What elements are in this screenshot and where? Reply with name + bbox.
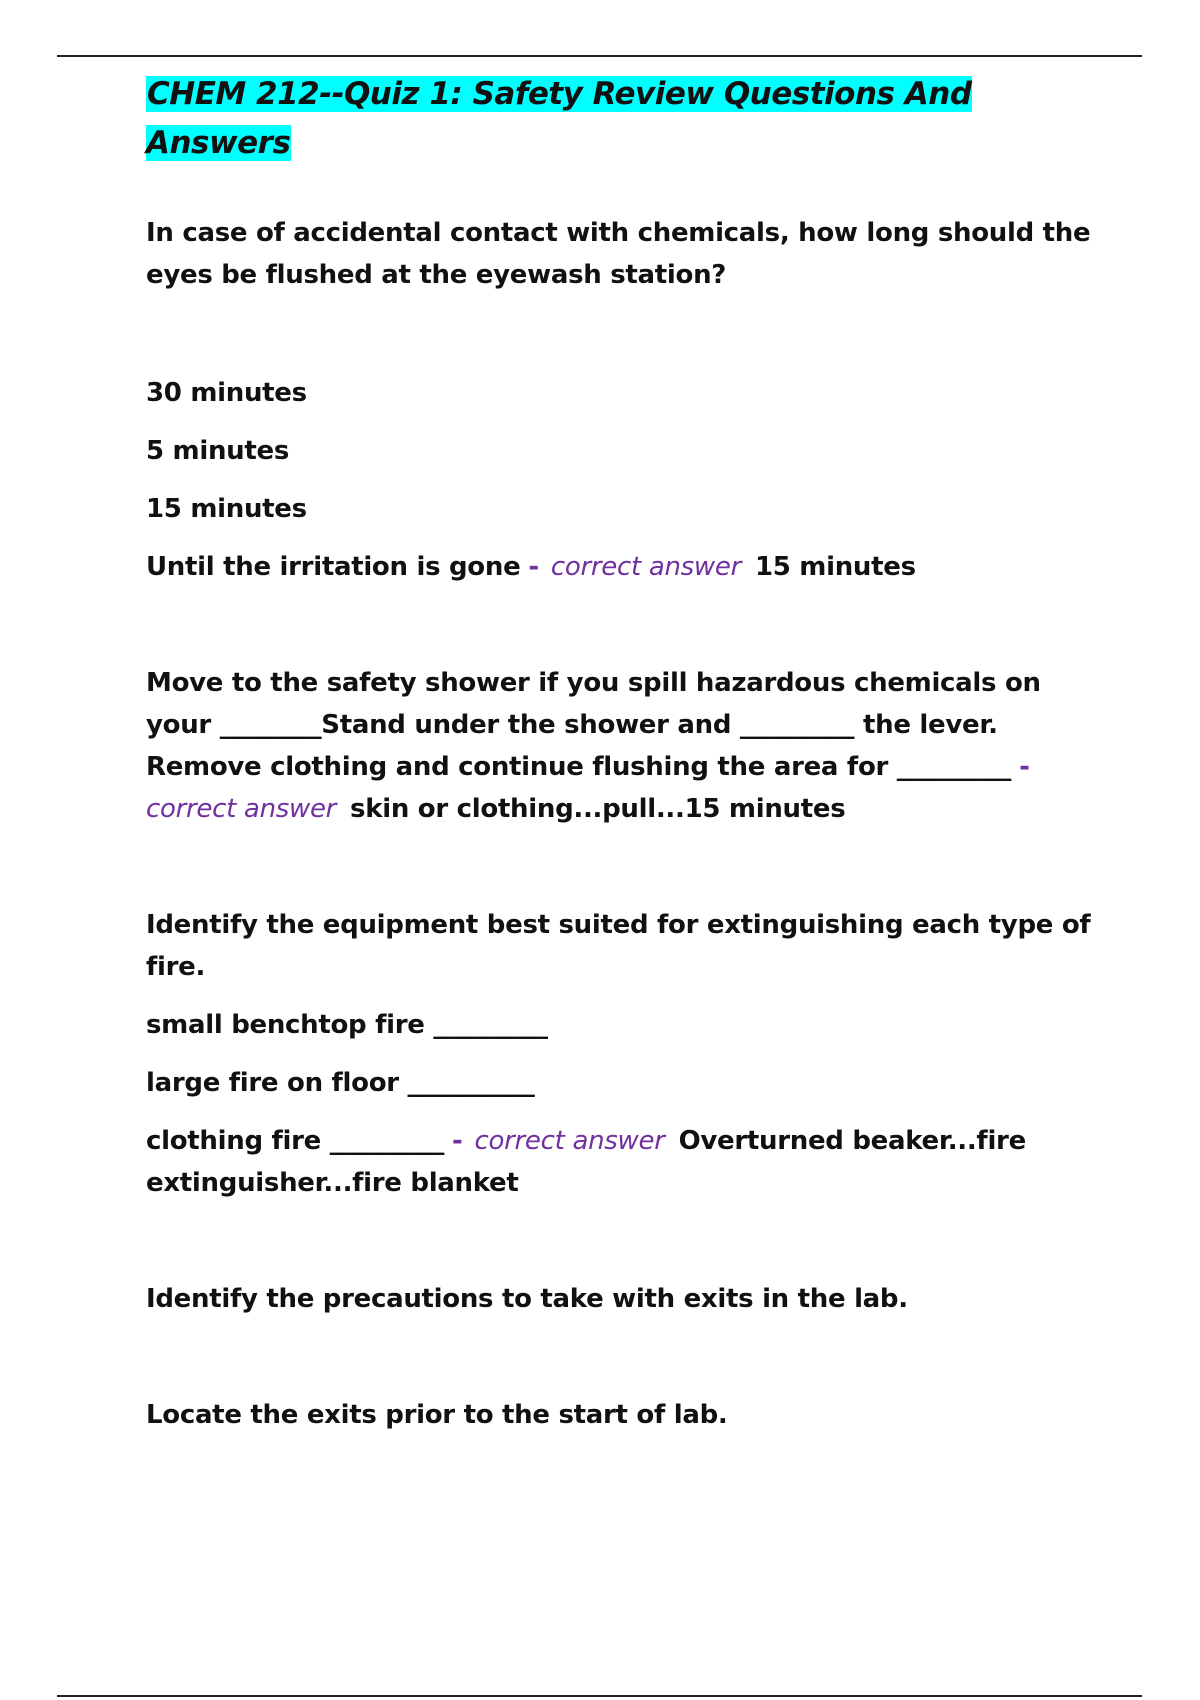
bottom-rule bbox=[57, 1695, 1142, 1697]
q1-answer: 15 minutes bbox=[754, 552, 916, 582]
q3-item-3-with-answer bbox=[146, 1120, 1096, 1204]
question-2 bbox=[146, 662, 1096, 830]
q3-item-1: small benchtop fire _________ bbox=[146, 1010, 548, 1040]
q3-answer: Overturned beaker...fire extinguisher...fire blanket bbox=[146, 1126, 1026, 1198]
q2-text: Move to the safety shower if you spill hazardous chemicals on your ________Stand under the shower and _________ the lever. Remove clothing and continue flushing the area for _________ bbox=[146, 668, 1041, 782]
top-rule bbox=[57, 55, 1142, 57]
answer-separator: - bbox=[452, 1126, 463, 1156]
title-highlight: CHEM 212--Quiz 1: Safety Review Questions And Answers bbox=[146, 76, 972, 161]
q1-option-4-with-answer bbox=[146, 546, 1096, 588]
question-4: Identify the precautions to take with exits in the lab. bbox=[146, 1284, 908, 1314]
q3-item-2: large fire on floor __________ bbox=[146, 1068, 535, 1098]
answer-separator: - bbox=[1019, 752, 1030, 782]
question-1: In case of accidental contact with chemicals, how long should the eyes be flushed at the eyewash station? bbox=[146, 218, 1091, 290]
q1-option-3: 15 minutes bbox=[146, 494, 307, 524]
correct-answer-label: correct answer bbox=[550, 552, 741, 582]
correct-answer-label: correct answer bbox=[474, 1126, 665, 1156]
answer-separator: - bbox=[528, 552, 539, 582]
document-title bbox=[146, 70, 1096, 168]
q2-answer: skin or clothing...pull...15 minutes bbox=[350, 794, 846, 824]
question-3: Identify the equipment best suited for extinguishing each type of fire. bbox=[146, 910, 1091, 982]
correct-answer-label: correct answer bbox=[146, 794, 337, 824]
question-5: Locate the exits prior to the start of lab. bbox=[146, 1400, 728, 1430]
q1-option-2: 5 minutes bbox=[146, 436, 290, 466]
q3-item-3: clothing fire _________ bbox=[146, 1126, 445, 1156]
q1-option-1: 30 minutes bbox=[146, 378, 307, 408]
q1-option-4: Until the irritation is gone bbox=[146, 552, 521, 582]
document-body bbox=[146, 70, 1096, 1436]
